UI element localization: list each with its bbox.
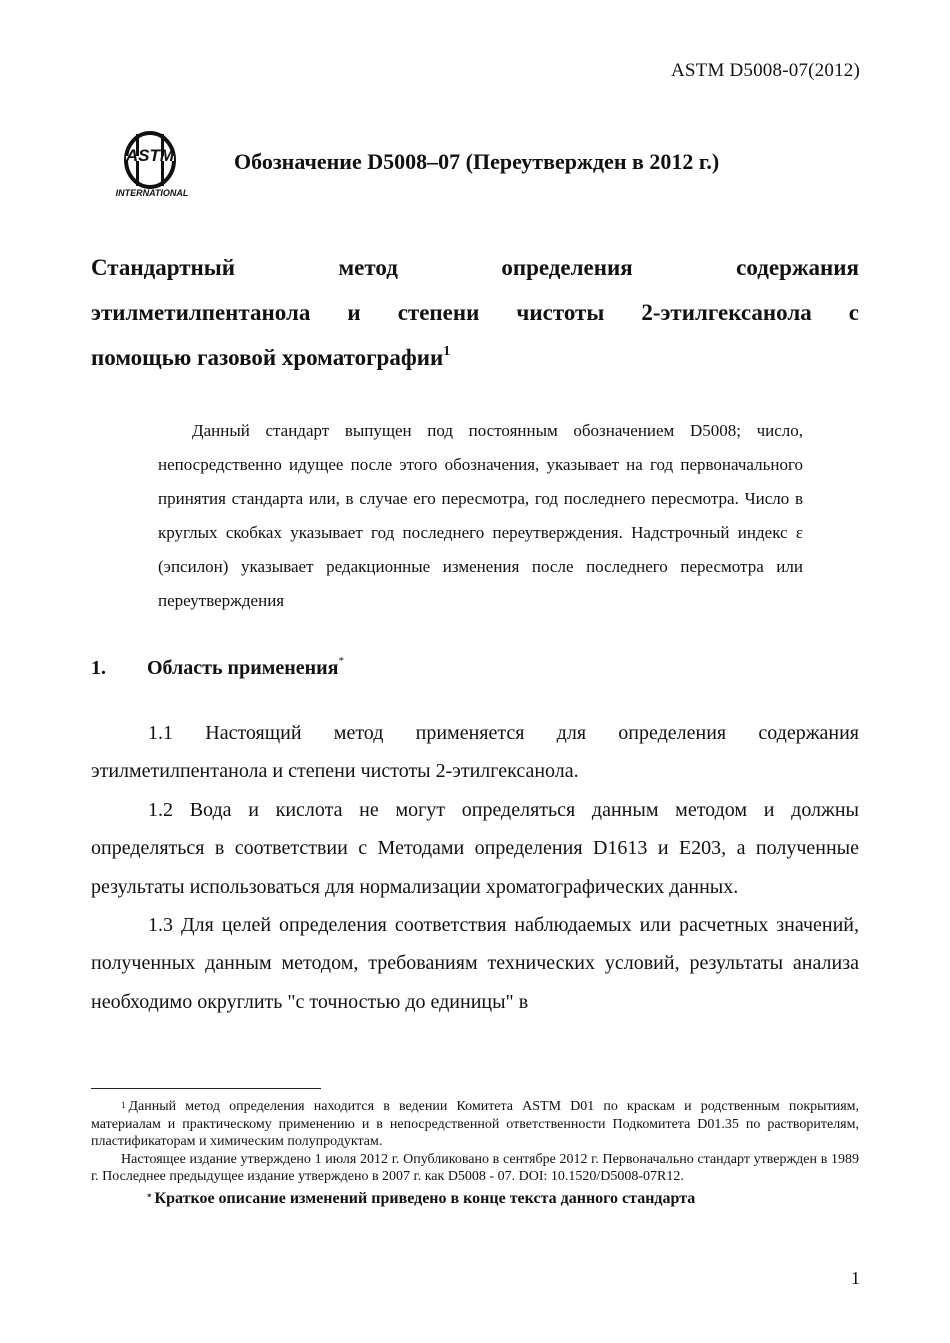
preamble-block — [158, 414, 803, 618]
section-1-heading — [91, 657, 344, 680]
paragraph-1-2: 1.2 Вода и кислота не могут определяться данным методом и должны определяться в соответствии с Методами определения D1613 и E203, а полученные результаты использоваться для нормализации хроматографических данных. — [91, 798, 859, 898]
document-title — [91, 245, 859, 380]
title-line-1: Стандартный метод определения содержания — [91, 255, 859, 280]
footnote-star-text: Краткое описание изменений приведено в конце текста данного стандарта — [154, 1189, 696, 1207]
title-line-3-text: помощью газовой хроматографии — [91, 345, 444, 370]
page-number: 1 — [851, 1268, 860, 1288]
footnote-1-text: Данный метод определения находится в ведении Комитета ASTM D01 по краскам и родственным покрытиям, материалам и практическому применению и в непосредственной ответственности Подкомитета D01.35 по растворителям, пластификаторам и химическим полупродуктам. — [91, 1099, 859, 1149]
astm-international-logo — [114, 128, 198, 200]
title-footnote-ref: 1 — [443, 344, 451, 359]
footnote-1-marker: 1 — [121, 1100, 126, 1110]
paragraph-1-1: 1.1 Настоящий метод применяется для определения содержания этилметилпентанола и степени чистоты 2-этилгексанола. — [91, 722, 859, 783]
footnote-star — [91, 1190, 859, 1208]
svg-text:INTERNATIONAL: INTERNATIONAL — [115, 188, 189, 198]
paragraph-1-3: 1.3 Для целей определения соответствия наблюдаемых или расчетных значений, полученных данным методом, требованиям технических условий, результаты анализа необходимо округлить "с точностью до единицы" в — [91, 914, 859, 1013]
astm-logo-icon — [114, 128, 198, 200]
designation-heading: Обозначение D5008–07 (Переутвержден в 2012 г.) — [234, 149, 720, 174]
section-title: Область применения — [147, 657, 339, 679]
title-line-2: этилметилпентанола и степени чистоты 2-этилгексанола с — [91, 300, 859, 325]
section-1-body — [91, 714, 859, 1021]
svg-text:ASTM: ASTM — [125, 146, 175, 165]
title-line-3 — [91, 335, 859, 380]
standard-code-header: ASTM D5008-07(2012) — [670, 60, 860, 81]
section-marker: * — [338, 655, 344, 667]
preamble-text: Данный стандарт выпущен под постоянным обозначением D5008; число, непосредственно идущее после этого обозначения, указывает на год первоначального принятия стандарта или, в случае его пересмотра, год последнего пересмотра. Число в круглых скобках указывает год последнего переутверждения. Надстрочный индекс ε (эпсилон) указывает редакционные изменения после последнего пересмотра или переутверждения — [158, 421, 803, 610]
footnote-1 — [91, 1098, 859, 1151]
footnotes-block — [91, 1098, 859, 1207]
footnote-1-continued: Настоящее издание утверждено 1 июля 2012 г. Опубликовано в сентябре 2012 г. Первоначально стандарт утвержден в 1989 г. Последнее предыдущее издание утверждено в 2007 г. как D5008 - 07. DOI: 10.1520/D5008-07R12. — [91, 1151, 859, 1184]
footnote-star-marker: * — [147, 1191, 152, 1202]
section-number: 1. — [91, 657, 106, 679]
footnote-separator — [91, 1088, 321, 1089]
